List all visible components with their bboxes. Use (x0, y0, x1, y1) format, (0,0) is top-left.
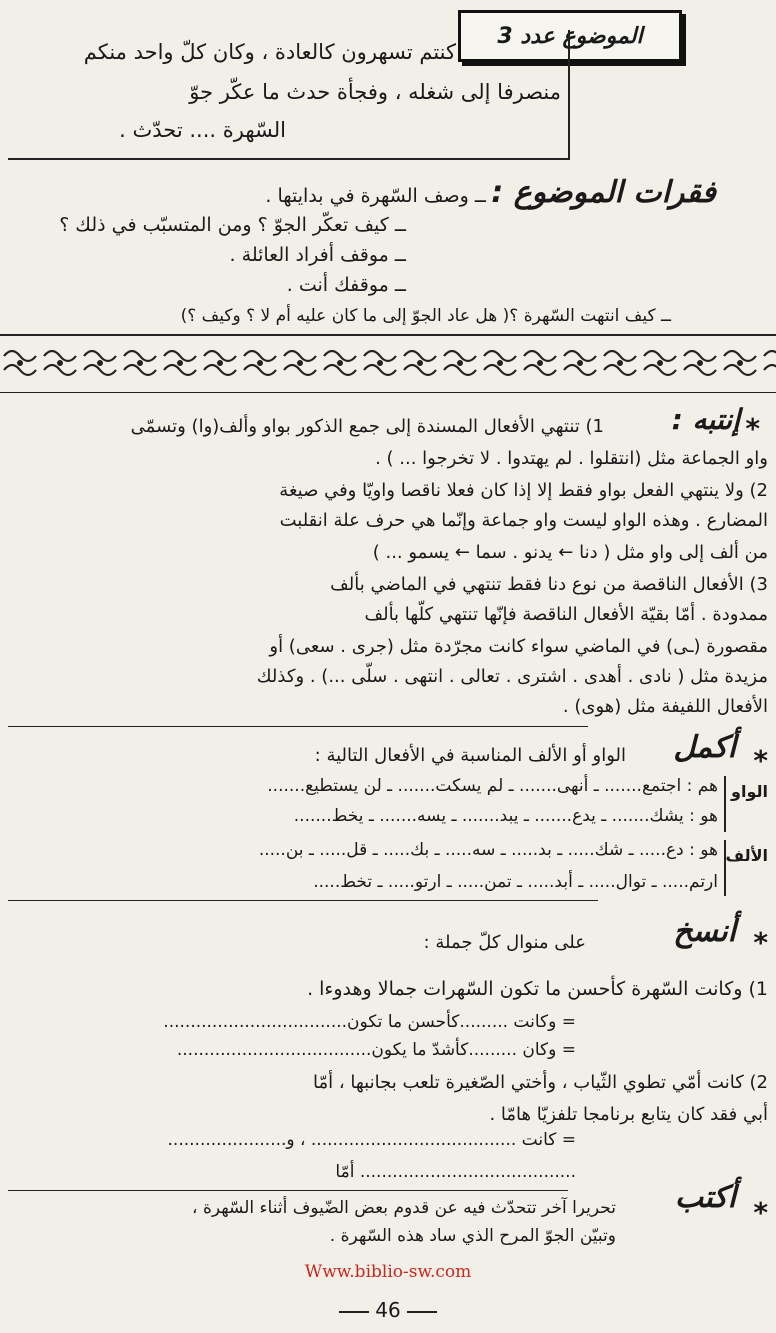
paragraphs-line-5: ــ كيف انتهت السّهرة ؟( هل عاد الجوّ إلى ما كان عليه أم لا ؟ وكيف ؟) (180, 306, 671, 326)
write-line-2: وتبيّن الجوّ المرح الذي ساد هذه السّهرة . (329, 1226, 616, 1246)
topic-prompt-line-2: منصرفا إلى شغله ، وفجأة حدث ما عكّر جوّ (189, 80, 561, 104)
copy-line-5: أبي فقد كان يتابع برنامجا تلفزيّا هامّا . (489, 1104, 768, 1125)
attention-line-10: الأفعال اللفيفة مثل (هوى) . (562, 696, 768, 717)
attention-line-7: ممدودة . أمّا بقيّة الأفعال الناقصة فإنّها تنتهي كلّها بألف (364, 604, 768, 625)
waw-brace (724, 776, 726, 832)
attention-heading: إنتبه : (671, 403, 740, 436)
alif-brace (724, 840, 726, 896)
alif-row-2: ارتم..... ـ توال..... ـ أبد..... ـ تمن..... ـ ارتو..... ـ تخط..... (313, 872, 718, 892)
waw-row-2: هو : يشك....... ـ يدع....... ـ يبد....... ـ يسه....... ـ يخط....... (293, 806, 718, 826)
write-line-1: تحريرا آخر تتحدّث فيه عن قدوم بعض الضّيوف أثناء السّهرة ، (192, 1198, 616, 1218)
attention-line-6: 3) الأفعال الناقصة من نوع دنا فقط تنتهي في الماضي بألف (330, 574, 768, 595)
divider (8, 726, 588, 727)
waw-row-1: هم : اجتمع....... ـ أنهى....... ـ لم يسكت....... ـ لن يستطيع....... (267, 776, 718, 796)
copy-line-4: 2) كانت أمّي تطوي الثّياب ، وأختي الصّغيرة تلعب بجانبها ، أمّا (313, 1072, 768, 1093)
attention-line-2: واو الجماعة مثل (انتقلوا . لم يهتدوا . لا تخرجوا ... ) . (375, 448, 768, 469)
ornamental-border (0, 342, 776, 384)
topic-title: الموضوع عدد 3 (497, 23, 643, 49)
divider (8, 900, 598, 901)
copy-heading: أنسخ (673, 914, 736, 949)
write-heading: أكتب (674, 1180, 736, 1215)
topic-prompt-line-3: السّهرة .... تحدّث . (119, 118, 286, 142)
divider (0, 334, 776, 336)
copy-line-7: ........................................ أمّا (335, 1162, 576, 1182)
paragraphs-line-1: ــ وصف السّهرة في بدايتها . (265, 185, 486, 207)
attention-line-9: مزيدة مثل ( نادى . أهدى . اشترى . تعالى . انتهى . سلّى ...) . وكذلك (256, 666, 768, 687)
paragraphs-heading: فقرات الموضوع : (491, 175, 716, 210)
copy-line-2: = وكانت .........كأحسن ما تكون.................................. (163, 1012, 576, 1032)
attention-line-4: المضارع . وهذه الواو ليست واو جماعة وإنّما هي حرف علة انقلبت (279, 510, 768, 531)
copy-line-3: = وكان .........كأشدّ ما يكون.................................... (176, 1040, 576, 1060)
attention-line-5: من ألف إلى واو مثل ( دنا ← يدنو . سما ← يسمو ... ) (372, 542, 768, 563)
copy-instruction: على منوال كلّ جملة : (423, 932, 586, 953)
copy-line-6: = كانت ...................................... ، و...................... (167, 1130, 576, 1150)
paragraphs-line-3: ــ موقف أفراد العائلة . (229, 244, 406, 266)
paragraphs-line-2: ــ كيف تعكّر الجوّ ؟ ومن المتسبّب في ذلك ؟ (59, 214, 406, 236)
topic-prompt-line-1: كنتم تسهرون كالعادة ، وكان كلّ واحد منكم (83, 40, 456, 64)
footer-url: Www.biblio-sw.com (304, 1262, 472, 1282)
attention-line-1: 1) تنتهي الأفعال المسندة إلى جمع الذكور بواو وألف(وا) وتسمّى (130, 416, 604, 437)
attention-line-8: مقصورة (ـى) في الماضي سواء كانت مجرّدة مثل (جرى . سعى) أو (269, 636, 768, 657)
alif-row-1: هو : دع..... ـ شك..... ـ بد..... ـ سه..... ـ بك..... ـ قل..... ـ بن..... (258, 840, 718, 860)
complete-heading: أكمل (673, 730, 736, 765)
paragraphs-line-4: ــ موقفك أنت . (286, 274, 406, 296)
star-bullet: * (753, 926, 768, 959)
divider (0, 392, 776, 393)
attention-line-3: 2) ولا ينتهي الفعل بواو فقط إلا إذا كان فعلا ناقصا واويّا وفي صيغة (279, 480, 768, 501)
alif-label: الألف (725, 846, 768, 865)
complete-instruction: الواو أو الألف المناسبة في الأفعال التالية : (314, 745, 626, 766)
star-bullet: * (753, 1196, 768, 1229)
page-number: 46 (0, 1298, 776, 1322)
star-bullet: * (745, 412, 760, 445)
copy-line-1: 1) وكانت السّهرة كأحسن ما تكون السّهرات جمالا وهدوءا . (307, 978, 768, 1000)
waw-label: الواو (731, 782, 768, 801)
divider (8, 1190, 568, 1191)
star-bullet: * (753, 744, 768, 777)
